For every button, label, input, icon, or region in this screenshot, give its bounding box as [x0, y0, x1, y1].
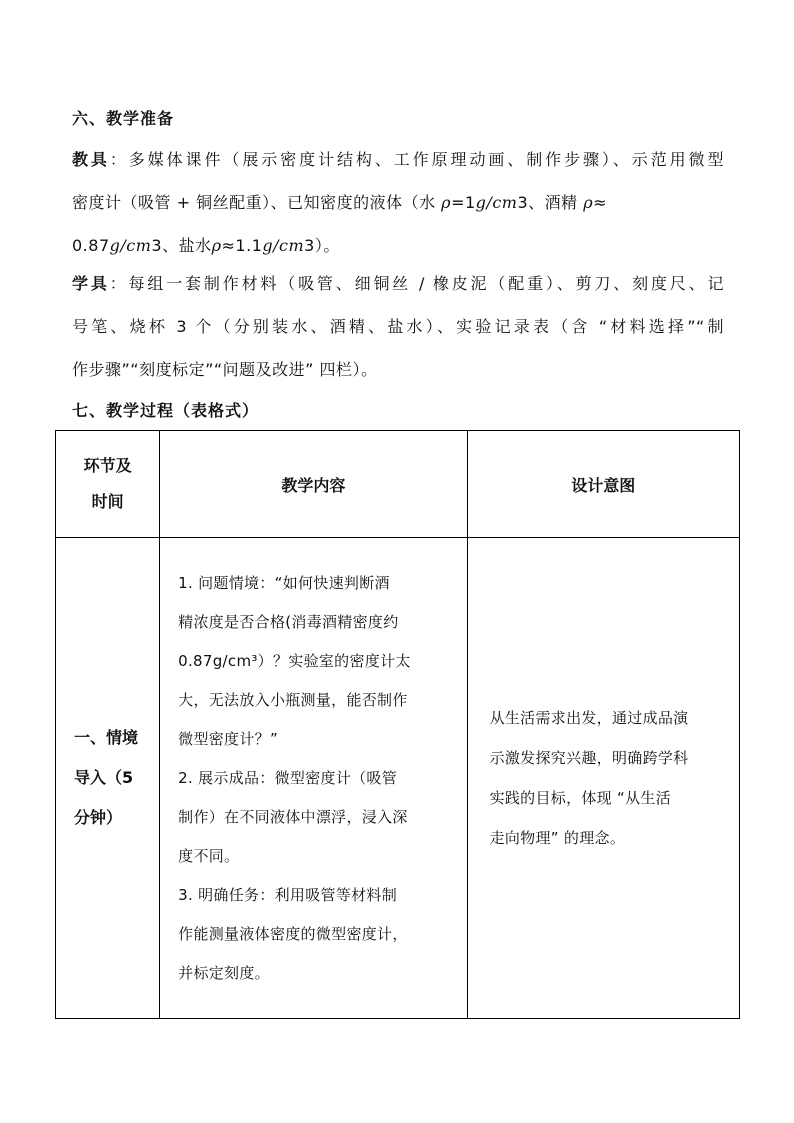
intent-cell: 从生活需求出发，通过成品演 示激发探究兴趣，明确跨学科 实践的目标，体现 “从生活 走向物理” 的理念。 — [467, 538, 739, 1019]
section-7-heading: 七、教学过程（表格式） — [72, 401, 260, 420]
table-row — [56, 538, 740, 1019]
section-6-heading: 六、教学准备 — [72, 109, 175, 128]
teaching-aids-line-2: 密度计（吸管 + 铜丝配重）、已知密度的液体（水 ρ=1g/cm3、酒精 ρ≈ — [72, 193, 608, 212]
content-cell: 1. 问题情境：“如何快速判断酒 精浓度是否合格(消毒酒精密度约 0.87g/cm³）？实验室的密度计太 大，无法放入小瓶测量，能否制作 微型密度计？” 2. 展示成品：微型密度计（吸管 制作）在不同液体中漂浮，浸入深 度不同。 3. 明确任务：利用吸管等材料制 作能测量液体密度的微型密度计， 并标定刻度。 — [160, 538, 467, 1019]
student-materials-label: 学具 — [72, 274, 110, 293]
student-materials-line-3: 作步骤”“刻度标定”“问题及改进” 四栏）。 — [72, 360, 378, 379]
teaching-process-table — [55, 430, 740, 1019]
header-design-intent: 设计意图 — [467, 431, 739, 538]
teaching-aids-line-1: 教具：多媒体课件（展示密度计结构、工作原理动画、制作步骤）、示范用微型 — [72, 150, 724, 169]
header-teaching-content: 教学内容 — [160, 431, 467, 538]
teaching-aids-line-3: 0.87g/cm3、盐水ρ≈1.1g/cm3）。 — [72, 236, 340, 255]
teaching-aids-paragraph — [72, 138, 724, 267]
student-materials-line-1: 学具：每组一套制作材料（吸管、细铜丝 / 橡皮泥（配重）、剪刀、刻度尺、记 — [72, 274, 724, 293]
stage-cell: 一、情境 导入（5 分钟） — [56, 538, 160, 1019]
teaching-aids-label: 教具 — [72, 150, 110, 169]
table-header-row — [56, 431, 740, 538]
student-materials-line-2: 号笔、烧杯 3 个（分别装水、酒精、盐水）、实验记录表（含 “材料选择”“制 — [72, 317, 724, 336]
student-materials-paragraph — [72, 262, 724, 391]
header-stage-time: 环节及 时间 — [56, 431, 160, 538]
